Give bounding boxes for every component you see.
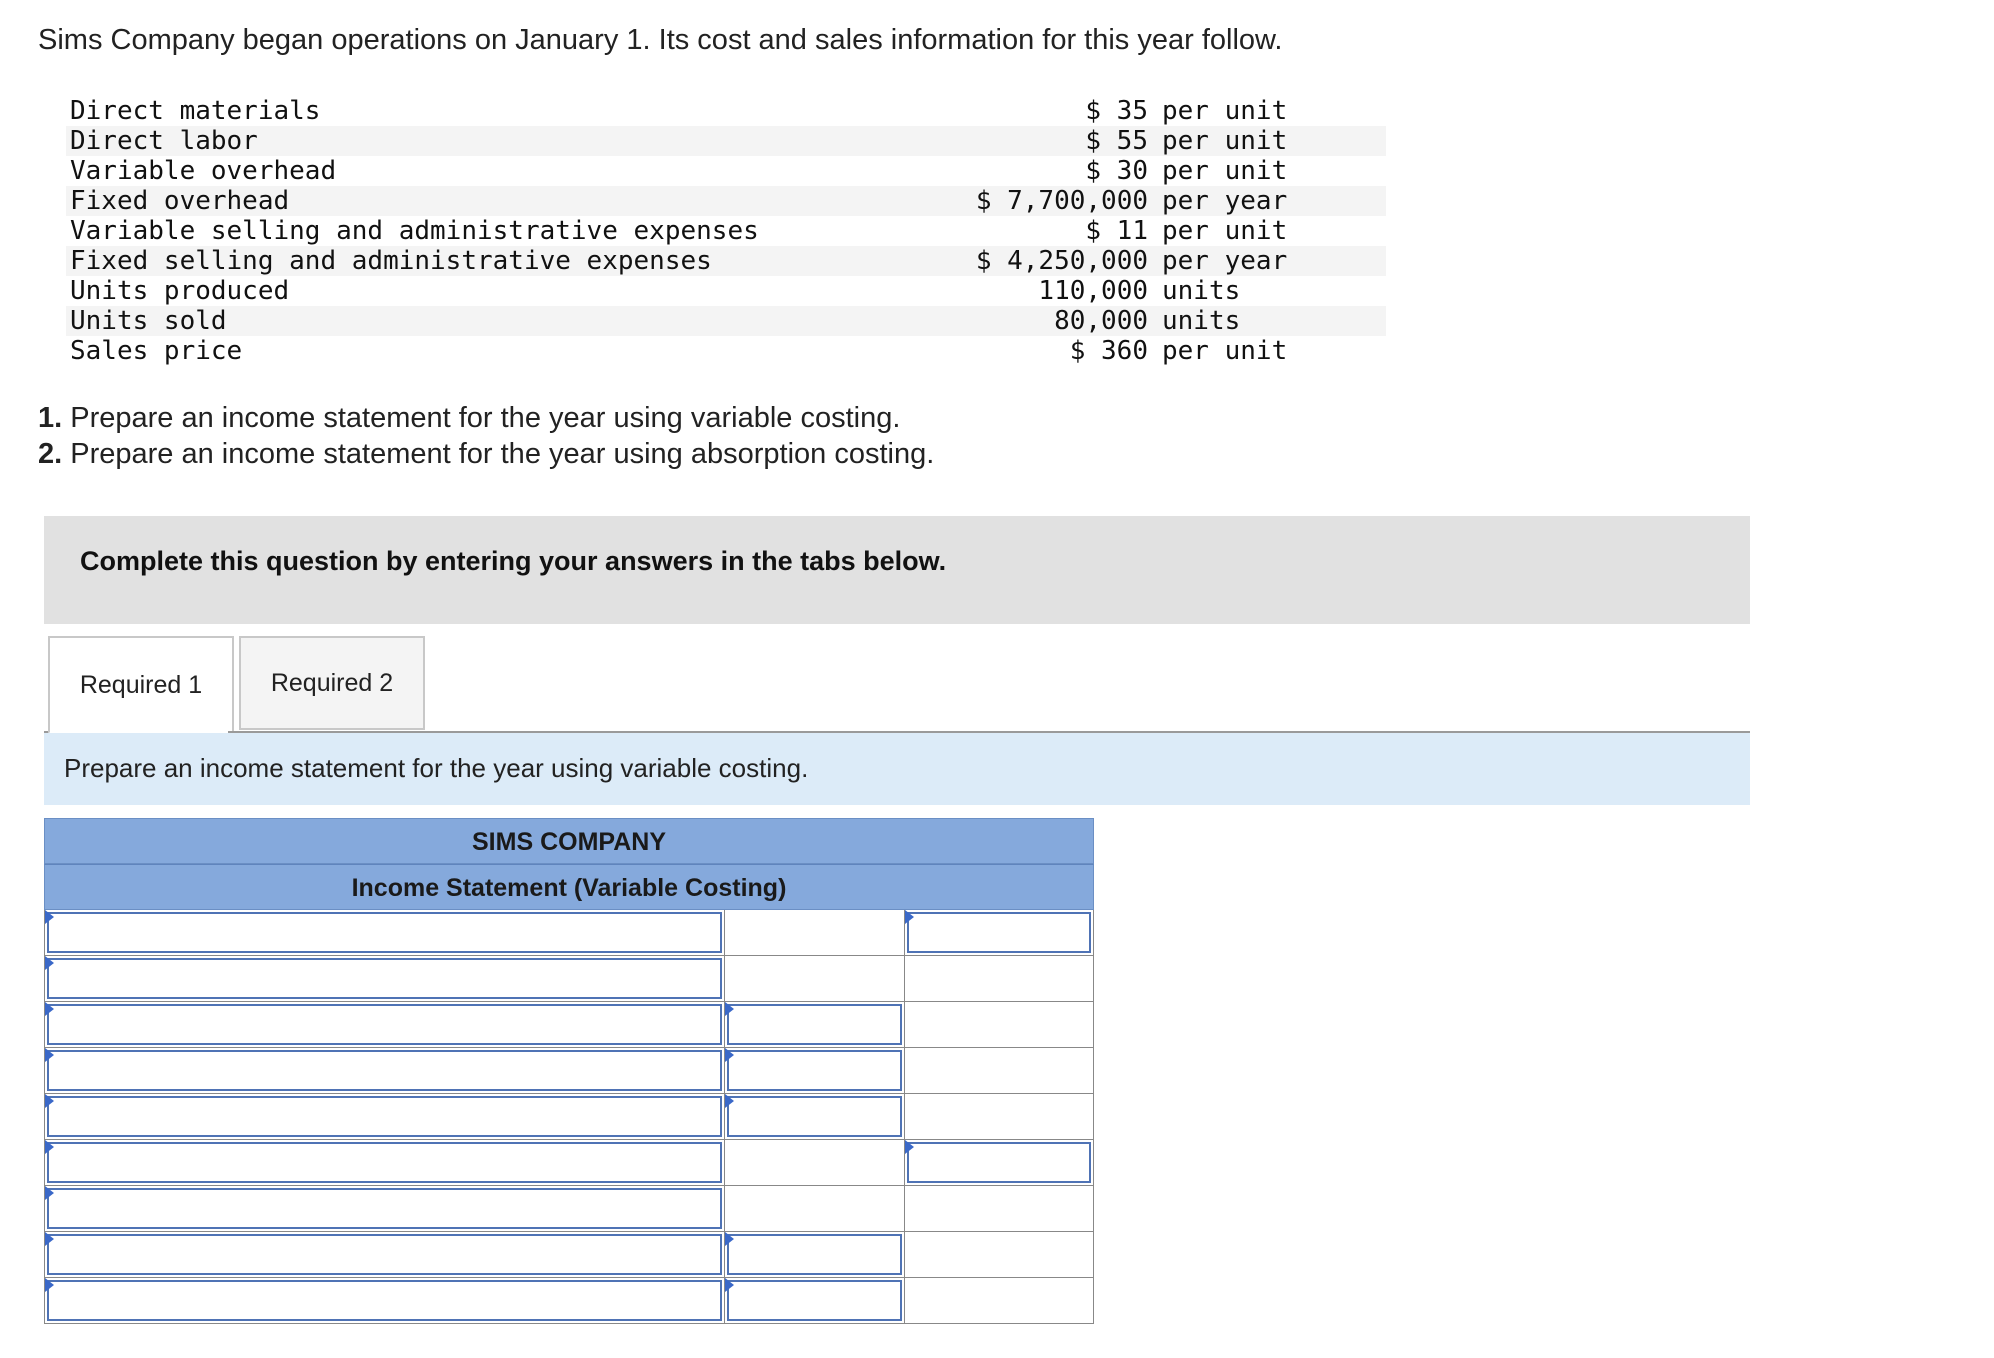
label-cell[interactable] [45, 1002, 725, 1047]
amount-cell [725, 910, 905, 955]
dropdown-marker-icon [45, 1140, 54, 1154]
cost-unit: per year [1158, 246, 1386, 276]
dropdown-marker-icon [725, 1094, 734, 1108]
label-cell[interactable] [45, 910, 725, 955]
cost-label: Variable selling and administrative expenses [70, 216, 759, 246]
cost-row [66, 216, 1386, 246]
cost-row [66, 126, 1386, 156]
requirement-2: 2. Prepare an income statement for the year using absorption costing. [38, 438, 935, 470]
amount-input[interactable] [727, 1004, 902, 1045]
label-cell[interactable] [45, 1278, 725, 1323]
tab-instruction [44, 733, 1750, 805]
label-input[interactable] [47, 1234, 722, 1275]
cost-row [66, 96, 1386, 126]
instructions-banner [44, 516, 1750, 624]
total-cell[interactable] [905, 1140, 1093, 1185]
label-input[interactable] [47, 1280, 722, 1321]
statement-row [45, 1048, 1093, 1094]
label-input[interactable] [47, 958, 722, 999]
cost-unit: per unit [1162, 216, 1288, 246]
statement-row [45, 1186, 1093, 1232]
statement-row [45, 1232, 1093, 1278]
statement-company: SIMS COMPANY [44, 818, 1094, 864]
cost-row [66, 186, 1386, 216]
label-cell[interactable] [45, 1048, 725, 1093]
statement-row [45, 956, 1093, 1002]
cost-label: Fixed overhead [66, 186, 934, 216]
cost-value: 110,000 [1038, 276, 1148, 306]
cost-value: $ 4,250,000 [934, 246, 1158, 276]
cost-value: $ 35 [1085, 96, 1148, 126]
cost-unit: units [1162, 276, 1241, 306]
cost-label: Direct labor [66, 126, 934, 156]
dropdown-marker-icon [45, 1002, 54, 1016]
income-statement [44, 818, 1094, 1324]
label-cell[interactable] [45, 1186, 725, 1231]
cost-label: Sales price [70, 336, 243, 366]
cost-value: $ 7,700,000 [934, 186, 1158, 216]
cost-label: Units sold [66, 306, 934, 336]
amount-cell [725, 956, 905, 1001]
label-input[interactable] [47, 1096, 722, 1137]
dropdown-marker-icon [45, 1048, 54, 1062]
cost-value: $ 55 [934, 126, 1158, 156]
dropdown-marker-icon [725, 1232, 734, 1246]
cost-label: Units produced [70, 276, 290, 306]
dropdown-marker-icon [45, 956, 54, 970]
cost-row [66, 336, 1386, 366]
cost-unit: per unit [1162, 156, 1288, 186]
cost-row [66, 156, 1386, 186]
cost-row [66, 246, 1386, 276]
statement-row [45, 1140, 1093, 1186]
amount-cell[interactable] [725, 1002, 905, 1047]
cost-unit: units [1158, 306, 1386, 336]
dropdown-marker-icon [45, 910, 54, 924]
dropdown-marker-icon [725, 1278, 734, 1292]
label-input[interactable] [47, 912, 722, 953]
total-cell[interactable] [905, 910, 1093, 955]
dropdown-marker-icon [45, 1094, 54, 1108]
total-cell [905, 956, 1093, 1001]
dropdown-marker-icon [905, 1140, 914, 1154]
amount-input[interactable] [727, 1234, 902, 1275]
total-cell [905, 1186, 1093, 1231]
statement-grid [44, 910, 1094, 1324]
label-cell[interactable] [45, 1140, 725, 1185]
dropdown-marker-icon [45, 1186, 54, 1200]
cost-label: Variable overhead [70, 156, 337, 186]
statement-row [45, 1278, 1093, 1324]
label-input[interactable] [47, 1004, 722, 1045]
dropdown-marker-icon [725, 1002, 734, 1016]
amount-cell[interactable] [725, 1094, 905, 1139]
statement-row [45, 1002, 1093, 1048]
amount-cell[interactable] [725, 1278, 905, 1323]
cost-info-table [66, 96, 1386, 366]
requirement-1: 1. Prepare an income statement for the year using variable costing. [38, 402, 901, 434]
total-cell [905, 1094, 1093, 1139]
total-input[interactable] [907, 912, 1091, 953]
banner-text: Complete this question by entering your answers in the tabs below. [80, 546, 947, 576]
cost-unit: per unit [1162, 96, 1288, 126]
label-cell[interactable] [45, 1094, 725, 1139]
amount-input[interactable] [727, 1050, 902, 1091]
cost-value: $ 360 [1069, 336, 1148, 366]
total-cell [905, 1048, 1093, 1093]
cost-label: Direct materials [70, 96, 321, 126]
amount-cell [725, 1186, 905, 1231]
total-cell [905, 1002, 1093, 1047]
amount-cell [725, 1140, 905, 1185]
instruction-text: Prepare an income statement for the year using variable costing. [64, 753, 809, 783]
cost-label: Fixed selling and administrative expenses [66, 246, 934, 276]
dropdown-marker-icon [45, 1232, 54, 1246]
dropdown-marker-icon [725, 1048, 734, 1062]
total-input[interactable] [907, 1142, 1091, 1183]
amount-input[interactable] [727, 1096, 902, 1137]
cost-unit: per unit [1162, 336, 1288, 366]
statement-title: Income Statement (Variable Costing) [44, 864, 1094, 910]
tab-required-2[interactable]: Required 2 [239, 636, 425, 730]
requirements-list [38, 400, 934, 472]
label-input[interactable] [47, 1188, 722, 1229]
label-cell[interactable] [45, 1232, 725, 1277]
amount-input[interactable] [727, 1280, 902, 1321]
cost-value: $ 11 [1085, 216, 1148, 246]
tab-required-1[interactable]: Required 1 [48, 636, 234, 734]
label-input[interactable] [47, 1050, 722, 1091]
statement-row [45, 1094, 1093, 1140]
problem-intro: Sims Company began operations on January 1. Its cost and sales information for this year follow. [38, 24, 1283, 56]
label-cell[interactable] [45, 956, 725, 1001]
cost-unit: per unit [1158, 126, 1386, 156]
statement-row [45, 910, 1093, 956]
amount-cell[interactable] [725, 1048, 905, 1093]
total-cell [905, 1232, 1093, 1277]
cost-row [66, 276, 1386, 306]
cost-value: $ 30 [1085, 156, 1148, 186]
amount-cell[interactable] [725, 1232, 905, 1277]
dropdown-marker-icon [45, 1278, 54, 1292]
label-input[interactable] [47, 1142, 722, 1183]
dropdown-marker-icon [905, 910, 914, 924]
cost-unit: per year [1158, 186, 1386, 216]
cost-value: 80,000 [934, 306, 1158, 336]
cost-row [66, 306, 1386, 336]
total-cell [905, 1278, 1093, 1323]
